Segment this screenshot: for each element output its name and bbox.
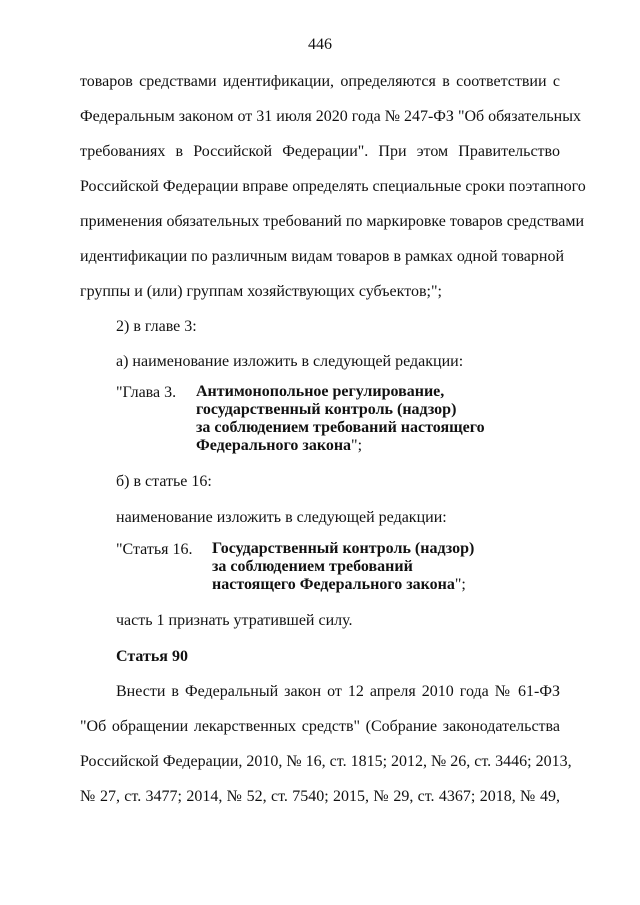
- chapter-quote-line: Антимонопольное регулирование,: [196, 383, 445, 400]
- article-quote-line: за соблюдением требований: [212, 558, 413, 575]
- paragraph-1-line: применения обязательных требований по маркировке товаров средствами: [80, 213, 585, 230]
- chapter-quote-line: Федерального закона: [196, 437, 352, 454]
- page-number: 446: [308, 36, 332, 53]
- paragraph-1-line: товаров средствами идентификации, определяются в соответствии с: [80, 73, 560, 90]
- article-quote-line: настоящего Федерального закона: [212, 576, 455, 593]
- article-quote-line: Государственный контроль (надзор): [212, 540, 475, 557]
- article-quote-last-line: [212, 576, 474, 594]
- paragraph-1-line: требованиях в Российской Федерации". При этом Правительство: [80, 143, 560, 160]
- article-90-heading: Статья 90: [116, 648, 188, 665]
- paragraph-2-line: № 27, ст. 3477; 2014, № 52, ст. 7540; 2015, № 29, ст. 4367; 2018, № 49,: [80, 788, 560, 805]
- paragraph-2-line: Внести в Федеральный закон от 12 апреля 2010 года № 61-ФЗ: [116, 683, 560, 700]
- item-a-line: а) наименование изложить в следующей редакции:: [116, 353, 464, 370]
- chapter-quote-label: "Глава 3.: [116, 384, 177, 401]
- paragraph-1-line: Федеральным законом от 31 июля 2020 года № 247-ФЗ "Об обязательных: [80, 108, 581, 125]
- paragraph-2-line: Российской Федерации, 2010, № 16, ст. 1815; 2012, № 26, ст. 3446; 2013,: [80, 753, 572, 770]
- item-b-line: б) в статье 16:: [116, 473, 212, 490]
- chapter-quote-title: [196, 383, 485, 455]
- rename-line: наименование изложить в следующей редакции:: [116, 509, 447, 526]
- item-2-line: 2) в главе 3:: [116, 318, 197, 335]
- part-line: часть 1 признать утратившей силу.: [116, 612, 353, 629]
- paragraph-1-line: группы и (или) группам хозяйствующих субъектов;";: [80, 283, 442, 300]
- paragraph-1-line: идентификации по различным видам товаров в рамках одной товарной: [80, 248, 565, 265]
- article-quote-closing: ";: [454, 576, 466, 593]
- chapter-quote-last-line: [196, 437, 485, 455]
- paragraph-1-line: Российской Федерации вправе определять специальные сроки поэтапного: [80, 178, 586, 195]
- chapter-quote-line: за соблюдением требований настоящего: [196, 419, 485, 436]
- paragraph-2-line: "Об обращении лекарственных средств" (Собрание законодательства: [80, 718, 560, 735]
- chapter-quote-closing: ";: [351, 437, 363, 454]
- article-quote-label: "Статья 16.: [116, 541, 193, 558]
- chapter-quote-line: государственный контроль (надзор): [196, 401, 457, 418]
- article-quote-title: [212, 540, 474, 594]
